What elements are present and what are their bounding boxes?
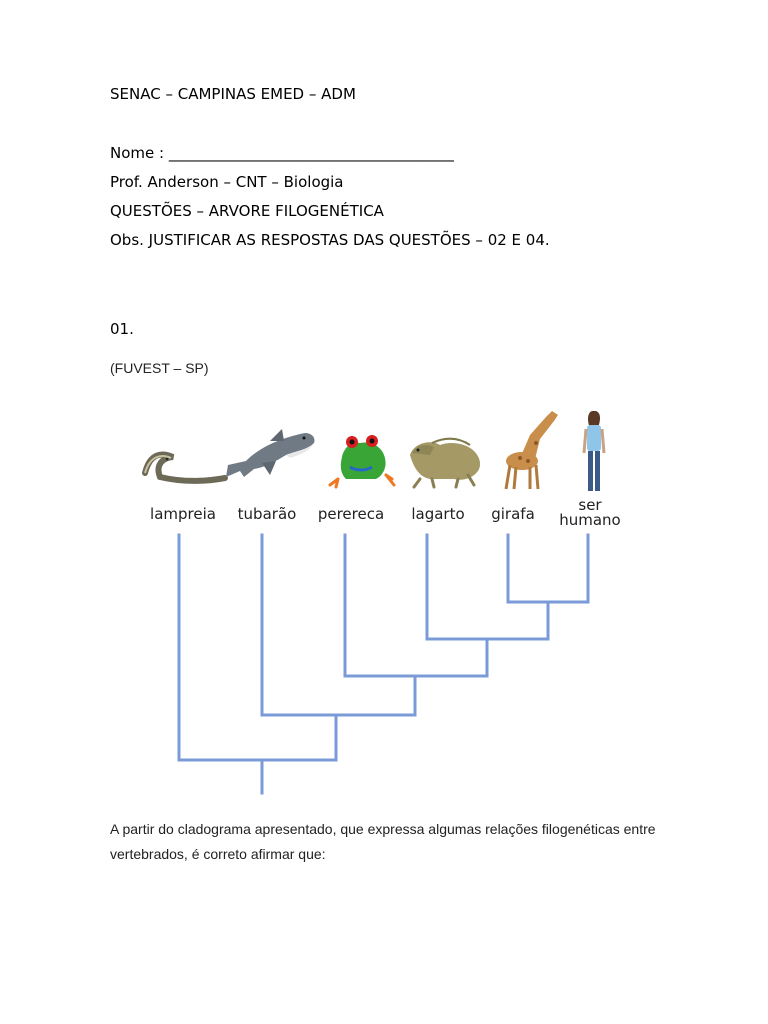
node-root: [179, 760, 336, 793]
taxon-label-lampreia: lampreia: [150, 505, 216, 523]
node-girafa-humano: [508, 602, 588, 639]
node-lagarto: [427, 639, 548, 676]
node-tubarao: [262, 715, 415, 760]
lizard-icon: [410, 439, 480, 487]
question-number: 01.: [110, 320, 134, 338]
cladogram-figure: [0, 395, 768, 815]
taxon-label-humano: humano: [559, 511, 621, 529]
taxon-label-lagarto: lagarto: [411, 505, 465, 523]
giraffe-icon: [506, 411, 558, 489]
shark-icon: [226, 429, 315, 477]
taxon-label-tubarao: tubarão: [237, 505, 297, 523]
taxon-label-perereca: perereca: [317, 505, 385, 523]
subject-line: QUESTÕES – ARVORE FILOGENÉTICA: [110, 202, 384, 220]
question-text: A partir do cladograma apresentado, que expressa algumas relações filogenéticas entre vertebrados, é correto afirmar que:: [110, 821, 656, 862]
cladogram-branches: [179, 535, 588, 793]
observation-line: Obs. JUSTIFICAR AS RESPOSTAS DAS QUESTÕES – 02 E 04.: [110, 231, 550, 249]
question-source: (FUVEST – SP): [110, 360, 209, 376]
professor-line: Prof. Anderson – CNT – Biologia: [110, 173, 344, 191]
human-icon: [584, 411, 604, 491]
node-perereca: [345, 676, 487, 715]
name-field-line: Nome : ______________________________________: [110, 144, 454, 162]
taxon-label-girafa: girafa: [491, 505, 535, 523]
frog-icon: [330, 435, 394, 487]
taxon-label-ser: ser: [578, 496, 602, 514]
institution-line: SENAC – CAMPINAS EMED – ADM: [110, 85, 356, 103]
lamprey-icon: [145, 454, 225, 480]
